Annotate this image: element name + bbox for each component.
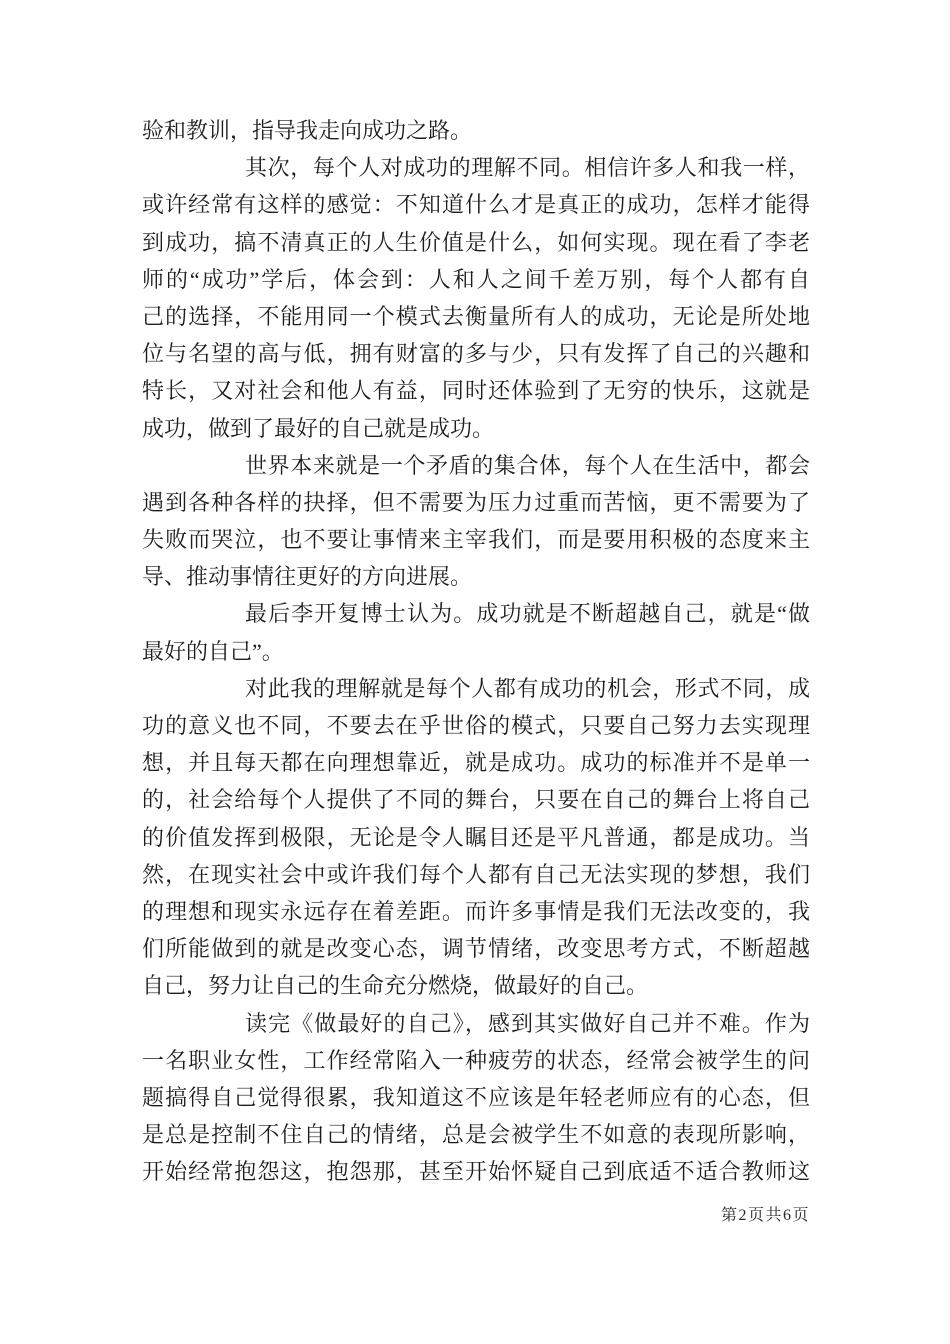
text-line: 想，并且每天都在向理想靠近，就是成功。成功的标准并不是单一 — [142, 750, 810, 776]
text-line: 对此我的理解就是每个人都有成功的机会，形式不同，成 — [245, 675, 810, 701]
text-line: 师的“成功”学后，体会到：人和人之间千差万别，每个人都有自 — [142, 266, 810, 292]
text-line: 失败而哭泣，也不要让事情来主宰我们，而是要用积极的态度来主 — [142, 527, 810, 553]
text-line: 的价值发挥到极限，无论是令人瞩目还是平凡普通，都是成功。当 — [142, 824, 810, 850]
text-line: 开始经常抱怨这，抱怨那，甚至开始怀疑自己到底适不适合教师这 — [142, 1159, 810, 1185]
text-line: 导、推动事情往更好的方向进展。 — [142, 564, 473, 590]
text-line: 到成功，搞不清真正的人生价值是什么，如何实现。现在看了李老 — [142, 229, 810, 255]
text-line: 读完《做最好的自己》，感到其实做好自己并不难。作为 — [245, 1010, 810, 1036]
text-line: 然，在现实社会中或许我们每个人都有自己无法实现的梦想，我们 — [142, 861, 810, 887]
text-line: 遇到各种各样的抉择，但不需要为压力过重而苦恼，更不需要为了 — [142, 489, 810, 515]
text-line: 其次，每个人对成功的理解不同。相信许多人和我一样， — [245, 155, 810, 181]
text-line: 特长，又对社会和他人有益，同时还体验到了无穷的快乐，这就是 — [142, 378, 810, 404]
text-line: 功的意义也不同，不要去在乎世俗的模式，只要自己努力去实现理 — [142, 713, 810, 738]
text-line: 们所能做到的就是改变心态，调节情绪，改变思考方式，不断超越 — [142, 936, 810, 962]
text-line: 是总是控制不住自己的情绪，总是会被学生不如意的表现所影响， — [142, 1122, 810, 1148]
text-line: 的，社会给每个人提供了不同的舞台，只要在自己的舞台上将自己 — [142, 787, 810, 813]
text-line: 一名职业女性，工作经常陷入一种疲劳的状态，经常会被学生的问 — [142, 1047, 810, 1073]
text-line: 验和教训，指导我走向成功之路。 — [142, 118, 473, 143]
text-line: 最后李开复博士认为。成功就是不断超越自己，就是“做 — [245, 601, 810, 627]
text-line: 的理想和现实永远存在着差距。而许多事情是我们无法改变的，我 — [142, 898, 810, 924]
document-body — [142, 112, 810, 1190]
text-line: 成功，做到了最好的自己就是成功。 — [142, 415, 495, 441]
page-number-footer: 第2页共6页 — [720, 1207, 810, 1224]
text-line: 自己，努力让自己的生命充分燃烧，做最好的自己。 — [142, 973, 649, 999]
text-line: 最好的自己”。 — [142, 638, 284, 664]
text-line: 题搞得自己觉得很累，我知道这不应该是年轻老师应有的心态，但 — [142, 1084, 810, 1110]
text-line: 或许经常有这样的感觉：不知道什么才是真正的成功，怎样才能得 — [142, 192, 810, 218]
text-line: 位与名望的高与低，拥有财富的多与少，只有发挥了自己的兴趣和 — [142, 341, 810, 367]
text-line: 己的选择，不能用同一个模式去衡量所有人的成功，无论是所处地 — [142, 303, 810, 329]
text-line: 世界本来就是一个矛盾的集合体，每个人在生活中，都会 — [245, 452, 810, 478]
